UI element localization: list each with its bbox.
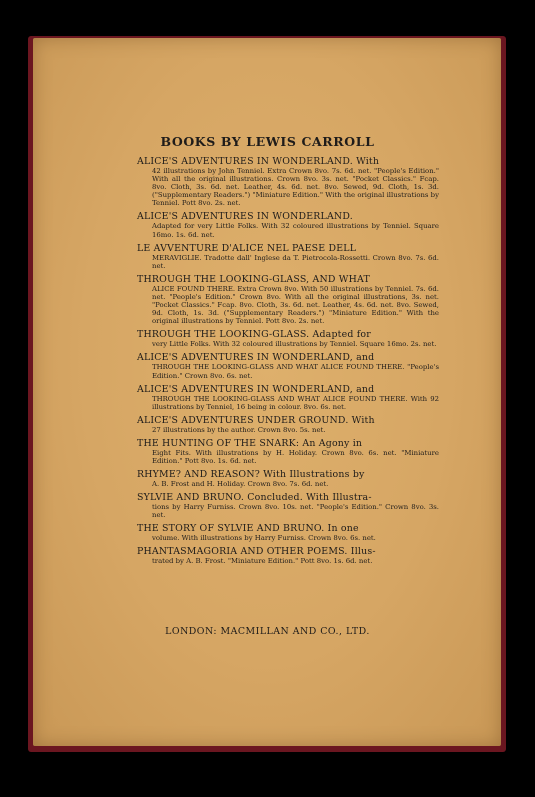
book-title: PHANTASMAGORIA AND OTHER POEMS. Illus- [137, 546, 376, 558]
book-description: THROUGH THE LOOKING-GLASS AND WHAT ALICE FOUND THERE. "People's Edition." Crown 8vo. 6s. net. [152, 363, 439, 380]
book-title: ALICE'S ADVENTURES IN WONDERLAND. [137, 211, 353, 223]
book-title: ALICE'S ADVENTURES UNDER GROUND. With [137, 414, 375, 426]
book-entry [137, 469, 439, 488]
book-description: THROUGH THE LOOKING-GLASS AND WHAT ALICE FOUND THERE. With 92 illustrations by Tenniel, 16 being in colour. 8vo. 6s. net. [152, 394, 439, 411]
book-entry [137, 415, 439, 434]
book-description: Eight Fits. With illustrations by H. Holiday. Crown 8vo. 6s. net. "Miniature Edition." Pott 8vo. 1s. 6d. net. [152, 448, 439, 465]
book-title: RHYME? AND REASON? With Illustrations by [137, 469, 365, 481]
book-entry [137, 546, 439, 565]
book-title: SYLVIE AND BRUNO. Concluded. With Illustra- [137, 492, 372, 504]
book-title: ALICE'S ADVENTURES IN WONDERLAND. With [137, 156, 380, 167]
book-entry [137, 438, 439, 465]
book-entry [137, 492, 439, 519]
book-entry [137, 211, 439, 238]
book-title: THE STORY OF SYLVIE AND BRUNO. In one [137, 523, 359, 535]
book-description: tions by Harry Furniss. Crown 8vo. 10s. net. "People's Edition." Crown 8vo. 3s. net. [152, 503, 439, 520]
book-title: ALICE'S ADVENTURES IN WONDERLAND, and [137, 383, 375, 395]
book-entry [137, 329, 439, 348]
book-description: very Little Folks. With 32 coloured illustrations by Tenniel. Square 16mo. 2s. net. [152, 340, 437, 349]
book-description: 42 illustrations by John Tenniel. Extra Crown 8vo. 7s. 6d. net. "People's Edition." With all the original illustrations. Crown 8vo. 3s. net. "Pocket Classics." Fcap. 8vo. Cloth, 3s. 6d. net. Leather, 4s. 6d. net. 8vo. Sewed, 9d. Cloth, 1s. 3d. ("Supplementary Readers.") "Miniature Edition." With the original illustrations by Tenniel. Pott 8vo. 2s. net. [152, 167, 439, 208]
book-description: trated by A. B. Frost. "Miniature Edition." Pott 8vo. 1s. 6d. net. [152, 557, 373, 566]
book-description: MERAVIGLIE. Tradotte dall' Inglese da T. Pietrocola-Rossetti. Crown 8vo. 7s. 6d. net. [152, 253, 439, 270]
book-description: ALICE FOUND THERE. Extra Crown 8vo. With 50 illustrations by Tenniel. 7s. 6d. net. "People's Edition." Crown 8vo. With all the original illustrations, 3s. net. "Pocket Classics." Fcap. 8vo. Cloth, 3s. 6d. net. Leather, 4s. 6d. net. 8vo. Sewed, 9d. Cloth, 1s. 3d. ("Supplementary Readers.") "Miniature Edition." With the original illustrations by Tenniel. Pott 8vo. 2s. net. [152, 284, 439, 326]
book-description: volume. With illustrations by Harry Furniss. Crown 8vo. 6s. net. [152, 534, 376, 543]
book-title: THROUGH THE LOOKING-GLASS. Adapted for [137, 329, 371, 341]
book-entry [137, 384, 439, 411]
book-title: THE HUNTING OF THE SNARK: An Agony in [137, 437, 363, 449]
book-description: A. B. Frost and H. Holiday. Crown 8vo. 7s. 6d. net. [152, 480, 329, 489]
book-entry [137, 156, 439, 207]
book-title: THROUGH THE LOOKING-GLASS, AND WHAT [137, 273, 370, 285]
book-description: 27 illustrations by the author. Crown 8vo. 5s. net. [152, 425, 326, 434]
book-title: ALICE'S ADVENTURES IN WONDERLAND, and [137, 352, 375, 364]
page-title: BOOKS BY LEWIS CARROLL [160, 134, 375, 149]
book-list [137, 156, 439, 570]
publisher-imprint: LONDON: MACMILLAN AND CO., LTD. [165, 626, 370, 637]
book-title: LE AVVENTURE D'ALICE NEL PAESE DELL [137, 242, 357, 254]
book-entry [137, 243, 439, 270]
book-description: Adapted for very Little Folks. With 32 coloured illustrations by Tenniel. Square 16mo. 1s. 6d. net. [152, 222, 439, 239]
book-entry [137, 523, 439, 542]
book-entry [137, 352, 439, 379]
book-entry [137, 274, 439, 325]
